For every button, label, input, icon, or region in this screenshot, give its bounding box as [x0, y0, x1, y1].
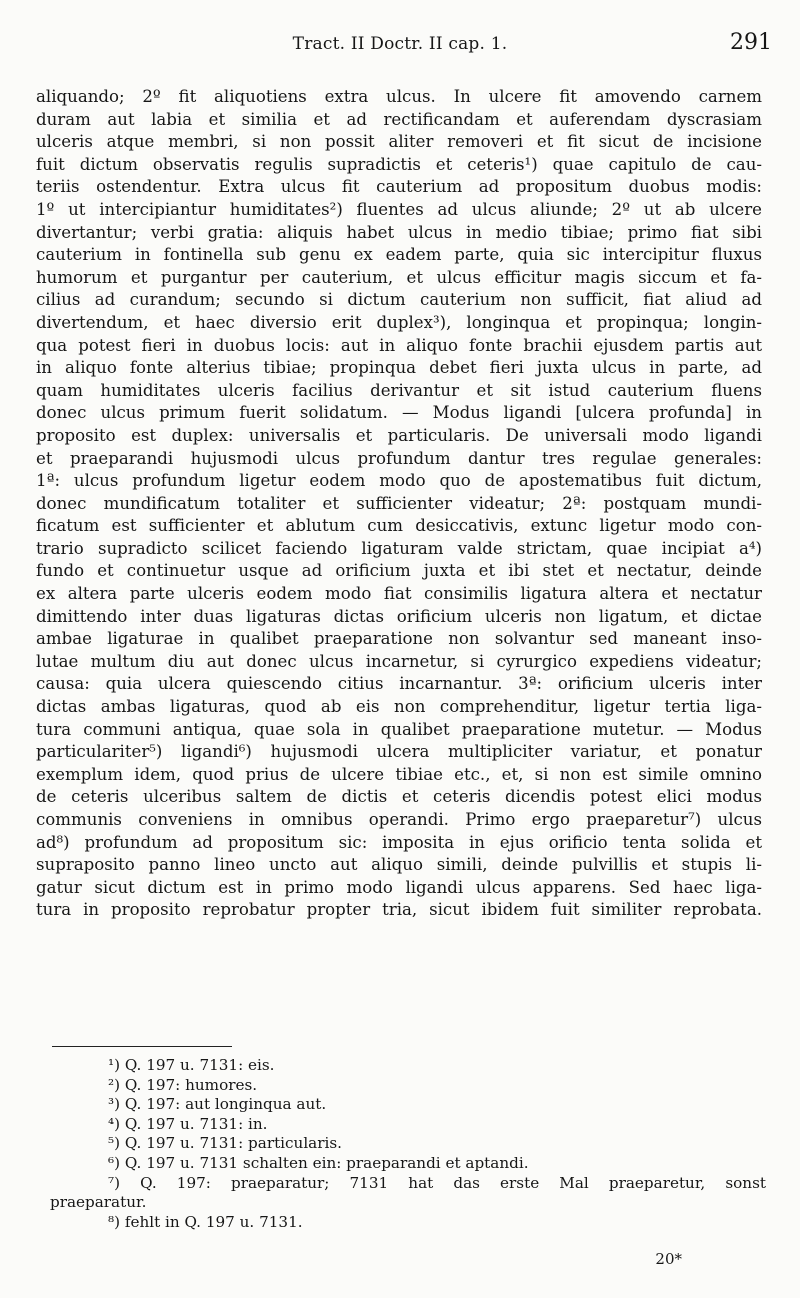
footnote: ⁵) Q. 197 u. 7131: particularis.	[108, 1134, 342, 1153]
text-line: aliquando; 2º fit aliquotiens extra ulcus. In ulcere fit amovendo carnem	[36, 87, 762, 106]
text-line: cauterium in fontinella sub genu ex eadem parte, quia sic intercipitur fluxus	[36, 245, 762, 265]
text-line: ficatum est sufficienter et ablutum cum desiccativis, extunc ligetur modo con-	[36, 516, 762, 536]
text-line: duram aut labia et similia et ad rectificandam et auferendam dyscrasiam	[36, 109, 762, 129]
footnote: praeparatur.	[50, 1193, 147, 1212]
footnote: ¹) Q. 197 u. 7131: eis.	[108, 1056, 275, 1074]
text-line: dictas ambas ligaturas, quod ab eis non comprehenditur, ligetur tertia liga-	[36, 697, 762, 717]
text-line: supraposito panno lineo uncto aut aliquo simili, deinde pulvillis et stupis li-	[36, 855, 762, 875]
footnote: ⁶) Q. 197 u. 7131 schalten ein: praeparandi et aptandi.	[108, 1153, 529, 1172]
footnote: ⁸) fehlt in Q. 197 u. 7131.	[108, 1212, 303, 1231]
footnote: ⁷) Q. 197: praeparatur; 7131 hat das erste Mal praeparetur, sonst	[108, 1173, 766, 1192]
text-line: de ceteris ulceribus saltem de dictis et ceteris dicendis potest elici modus	[36, 787, 762, 807]
text-line: humorum et purgantur per cauterium, et ulcus efficitur magis siccum et fa-	[36, 267, 762, 287]
running-head: Tract. II Doctr. II cap. 1.	[292, 34, 508, 54]
page-header	[0, 28, 800, 68]
text-line: fuit dictum observatis regulis supradictis et ceteris¹) quae capitulo de cau-	[36, 154, 762, 174]
text-line: trario supradicto scilicet faciendo ligaturam valde strictam, quae incipiat a⁴)	[36, 538, 762, 558]
text-line: cilius ad curandum; secundo si dictum cauterium non sufficit, fiat aliud ad	[36, 290, 762, 310]
footnote: ²) Q. 197: humores.	[108, 1075, 258, 1094]
text-line: exemplum idem, quod prius de ulcere tibiae etc., et, si non est simile omnino	[36, 764, 762, 784]
text-line: ambae ligaturae in qualibet praeparatione non solvantur sed maneant inso-	[36, 629, 762, 649]
text-line: divertantur; verbi gratia: aliquis habet ulcus in medio tibiae; primo fiat sibi	[36, 222, 762, 242]
footnote: ⁴) Q. 197 u. 7131: in.	[108, 1114, 268, 1133]
text-line: in aliquo fonte alterius tibiae; propinqua debet fieri juxta ulcus in parte, ad	[36, 358, 762, 378]
signature-mark: 20*	[655, 1250, 682, 1268]
text-line: teriis ostendentur. Extra ulcus fit cauterium ad propositum duobus modis:	[36, 177, 762, 197]
text-line: fundo et continuetur usque ad orificium juxta et ibi stet et nectatur, deinde	[36, 561, 762, 581]
footnote: ³) Q. 197: aut longinqua aut.	[108, 1095, 327, 1114]
text-line: ulceris atque membri, si non possit aliter removeri et fit sicut de incisione	[36, 132, 762, 152]
text-line: tura in proposito reprobatur propter tria, sicut ibidem fuit similiter reprobata.	[36, 900, 762, 920]
text-line: dimittendo inter duas ligaturas dictas orificium ulceris non ligatum, et dictae	[36, 606, 762, 626]
text-line: lutae multum diu aut donec ulcus incarnetur, si cyrurgico expediens videatur;	[36, 651, 762, 671]
text-line: ex altera parte ulceris eodem modo fiat consimilis ligatura altera et nectatur	[36, 584, 762, 604]
text-line: gatur sicut dictum est in primo modo ligandi ulcus apparens. Sed haec liga-	[36, 877, 762, 897]
text-line: qua potest fieri in duobus locis: aut in aliquo fonte brachii ejusdem partis aut	[36, 335, 762, 355]
text-line: causa: quia ulcera quiescendo citius incarnantur. 3ª: orificium ulceris inter	[36, 674, 762, 694]
text-line: quam humiditates ulceris facilius derivantur et sit istud cauterium fluens	[36, 380, 762, 400]
footnotes	[50, 1056, 766, 1232]
text-line: divertendum, et haec diversio erit duplex³), longinqua et propinqua; longin-	[36, 312, 762, 332]
footnote-rule	[52, 1046, 232, 1047]
text-line: 1º ut intercipiantur humiditates²) fluentes ad ulcus aliunde; 2º ut ab ulcere	[36, 199, 762, 219]
text-line: donec mundificatum totaliter et sufficienter videatur; 2ª: postquam mundi-	[36, 493, 762, 513]
body-text	[36, 86, 762, 922]
text-line: 1ª: ulcus profundum ligetur eodem modo quo de apostematibus fuit dictum,	[36, 471, 762, 491]
text-line: proposito est duplex: universalis et particularis. De universali modo ligandi	[36, 425, 762, 445]
text-line: particulariter⁵) ligandi⁶) hujusmodi ulcera multipliciter variatur, et ponatur	[36, 742, 762, 762]
text-line: communis conveniens in omnibus operandi. Primo ergo praeparetur⁷) ulcus	[36, 810, 762, 829]
text-line: tura communi antiqua, quae sola in qualibet praeparatione mutetur. — Modus	[36, 719, 762, 739]
text-line: ad⁸) profundum ad propositum sic: imposita in ejus orificio tenta solida et	[36, 832, 762, 852]
text-line: donec ulcus primum fuerit solidatum. — Modus ligandi [ulcera profunda] in	[36, 403, 762, 423]
text-line: et praeparandi hujusmodi ulcus profundum dantur tres regulae generales:	[36, 448, 762, 468]
page-number: 291	[730, 30, 772, 55]
